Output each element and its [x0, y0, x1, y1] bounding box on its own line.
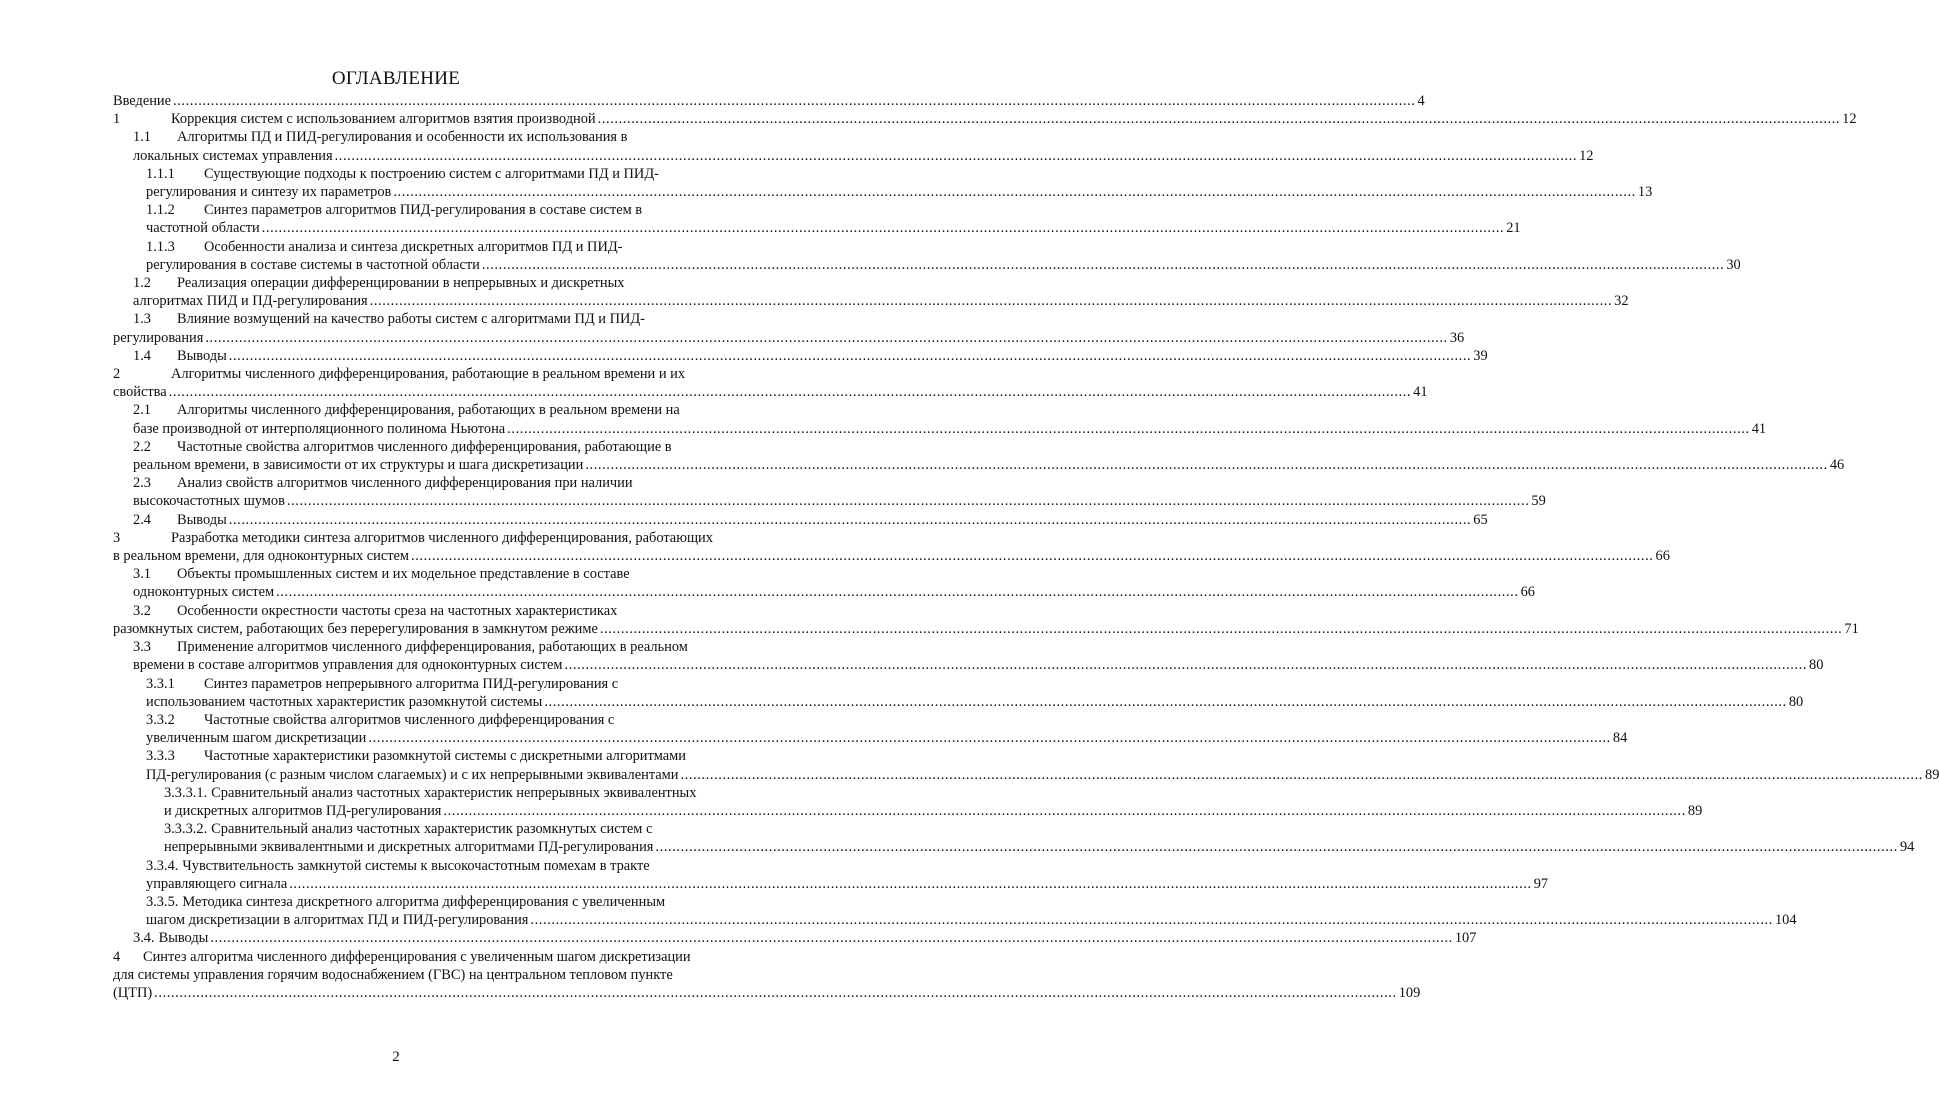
- toc-entry[interactable]: [113, 948, 1421, 1003]
- toc-page-number[interactable]: 59: [1531, 493, 1546, 510]
- toc-entry[interactable]: [113, 893, 1797, 929]
- toc-entry-title: разомкнутых систем, работающих без перерегулирования в замкнутом режиме: [113, 620, 598, 637]
- toc-entry-number: 3.3.5.: [146, 893, 179, 910]
- toc-entry-text: Методика синтеза дискретного алгоритма дифференцирования с увеличенным: [182, 893, 666, 910]
- toc-entry-title: в реальном времени, для одноконтурных систем: [113, 548, 409, 565]
- dot-leader: [370, 292, 1613, 310]
- toc-entry-title: шагом дискретизации в алгоритмах ПД и ПИД-регулирования: [146, 912, 529, 929]
- toc-entry-number: 3.3.3.1.: [164, 784, 208, 801]
- toc-entry-text: Сравнительный анализ частотных характеристик непрерывных эквивалентных: [211, 784, 697, 801]
- toc-page-number[interactable]: 66: [1520, 584, 1535, 601]
- dot-leader: [598, 110, 1841, 128]
- toc-entry-number: 3.1: [133, 566, 151, 583]
- toc-entry-text: Синтез параметров непрерывного алгоритма ПИД-регулирования с: [204, 675, 619, 692]
- toc-page-number[interactable]: 89: [1925, 766, 1939, 783]
- toc-entry-number: 1.2: [133, 275, 151, 292]
- toc-entry-number: 2.3: [133, 475, 151, 492]
- dot-leader: [368, 729, 1611, 747]
- toc-entry[interactable]: [113, 929, 1477, 947]
- dot-leader: [229, 347, 1472, 365]
- toc-entry-title: регулирования: [113, 329, 204, 346]
- toc-entry-text: Существующие подходы к построению систем с алгоритмами ПД и ПИД-: [204, 165, 659, 182]
- toc-entry-number: 2.1: [133, 402, 151, 419]
- toc-entry[interactable]: [113, 92, 1425, 110]
- dot-leader: [507, 420, 1750, 438]
- toc-page-number[interactable]: 107: [1454, 930, 1477, 947]
- toc-entry[interactable]: [113, 747, 1939, 783]
- toc-entry-text: Алгоритмы численного дифференцирования, работающих в реальном времени на: [177, 402, 680, 419]
- dot-leader: [600, 620, 1843, 638]
- toc-page-number[interactable]: 46: [1829, 457, 1845, 474]
- toc-entry[interactable]: [113, 784, 1703, 820]
- toc-page-number[interactable]: 94: [1899, 839, 1915, 856]
- toc-entry-number: 3.4.: [133, 930, 155, 947]
- toc-entry[interactable]: [113, 857, 1549, 893]
- toc-entry-title: Выводы: [177, 511, 227, 528]
- toc-entry[interactable]: [113, 820, 1915, 856]
- toc-entry-number: 1.1.1: [146, 165, 175, 182]
- toc-page-number[interactable]: 4: [1417, 93, 1425, 109]
- toc-page-number[interactable]: 65: [1473, 511, 1488, 528]
- toc-entry[interactable]: [113, 529, 1670, 565]
- dot-leader: [393, 183, 1636, 201]
- toc-entry-number: 4: [113, 948, 121, 965]
- toc-entry-title: частотной области: [146, 220, 260, 237]
- toc-page-number[interactable]: 66: [1655, 548, 1670, 565]
- toc-entry-text: Объекты промышленных систем и их модельное представление в составе: [177, 566, 630, 583]
- toc-entry-number: 2: [113, 366, 121, 383]
- toc-page-number[interactable]: 109: [1398, 984, 1421, 1001]
- toc-page-number[interactable]: 97: [1533, 875, 1549, 892]
- toc-entry-text: Частотные свойства алгоритмов численного дифференцирования, работающие в: [177, 438, 672, 455]
- toc-entry[interactable]: [113, 201, 1521, 237]
- toc-entry-title: и дискретных алгоритмов ПД-регулирования: [164, 802, 442, 819]
- toc-entry-title: времени в составе алгоритмов управления для одноконтурных систем: [133, 657, 563, 674]
- toc-entry-text: Влияние возмущений на качество работы систем с алгоритмами ПД и ПИД-: [177, 311, 645, 328]
- toc-entry-text: Частотные свойства алгоритмов численного дифференцирования с: [204, 711, 615, 728]
- page-title: ОГЛАВЛЕНИЕ: [331, 68, 461, 89]
- toc-entry-number: 3.3.4.: [146, 857, 179, 874]
- toc-entry-title: одноконтурных систем: [133, 584, 275, 601]
- toc-entry-number: 3.3.2: [146, 711, 175, 728]
- dot-leader: [544, 693, 1787, 711]
- toc-entry-number: 3.3.1: [146, 675, 175, 692]
- toc-entry-number: 1.1.3: [146, 238, 175, 255]
- toc-entry-title: управляющего сигнала: [146, 875, 288, 892]
- dot-leader: [287, 492, 1530, 510]
- dot-leader: [585, 456, 1828, 474]
- toc-entry-text: Сравнительный анализ частотных характеристик разомкнутых систем с: [211, 821, 653, 838]
- toc-entry[interactable]: [113, 274, 1629, 310]
- toc-page-number[interactable]: 41: [1413, 384, 1428, 401]
- toc-entry[interactable]: [113, 347, 1488, 365]
- toc-entry[interactable]: [113, 474, 1546, 510]
- toc-entry-number: 2.4: [133, 511, 151, 528]
- toc-entry[interactable]: [113, 602, 1859, 638]
- toc-entry[interactable]: [113, 511, 1488, 529]
- toc-entry-number: 3.3.3: [146, 748, 175, 765]
- toc-entry-number: 3.3: [133, 639, 151, 656]
- toc-entry[interactable]: [113, 365, 1428, 401]
- toc-entry[interactable]: [113, 438, 1845, 474]
- dot-leader: [565, 656, 1808, 674]
- toc-page-number[interactable]: 12: [1579, 147, 1594, 164]
- dot-leader: [262, 219, 1505, 237]
- toc-page-number[interactable]: 13: [1637, 184, 1653, 201]
- toc-entry[interactable]: [113, 711, 1628, 747]
- toc-page-number[interactable]: 21: [1506, 220, 1521, 237]
- toc-page-number[interactable]: 32: [1614, 293, 1629, 310]
- dot-leader: [210, 929, 1453, 947]
- toc-entry-number: 3: [113, 529, 121, 546]
- toc-entry-number: 1.3: [133, 311, 151, 328]
- toc-entry-title: непрерывными эквивалентными и дискретных алгоритмами ПД-регулирования: [164, 839, 654, 856]
- toc-entry-text: Алгоритмы ПД и ПИД-регулирования и особенности их использования в: [177, 129, 628, 146]
- toc-entry-title: ПД-регулирования (с разным числом слагаемых) и с их непрерывными эквивалентами: [146, 766, 679, 783]
- toc-entry-text: Синтез алгоритма численного дифференцирования с увеличенным шагом дискретизации: [143, 948, 691, 965]
- toc-entry[interactable]: [113, 165, 1653, 201]
- toc-entry-title: увеличенным шагом дискретизации: [146, 730, 367, 747]
- toc-entry[interactable]: [113, 310, 1465, 346]
- toc-entry-text: Разработка методики синтеза алгоритмов численного дифференцирования, работающих: [171, 529, 713, 546]
- toc-page-number[interactable]: 89: [1687, 802, 1703, 819]
- toc-page-number[interactable]: 84: [1612, 730, 1628, 747]
- dot-leader: [335, 147, 1578, 165]
- toc-entry-title: алгоритмах ПИД и ПД-регулирования: [133, 293, 368, 310]
- page-number: 2: [392, 1049, 400, 1065]
- toc-entry[interactable]: [113, 128, 1594, 164]
- toc-entry-title: регулирования и синтезу их параметров: [146, 184, 392, 201]
- dot-leader: [173, 92, 1416, 110]
- toc-entry-title: реальном времени, в зависимости от их структуры и шага дискретизации: [133, 457, 584, 474]
- toc-page-number[interactable]: 104: [1774, 912, 1797, 929]
- toc-page-number[interactable]: 30: [1726, 256, 1741, 273]
- toc-entry-title: использованием частотных характеристик разомкнутой системы: [146, 693, 543, 710]
- dot-leader: [205, 329, 1448, 347]
- dot-leader: [530, 911, 1773, 929]
- toc-entry[interactable]: [113, 110, 1857, 128]
- toc-page-number[interactable]: 39: [1473, 347, 1488, 364]
- toc-entry-title: Коррекция систем с использованием алгоритмов взятия производной: [171, 111, 596, 128]
- toc-entry-number: 1.1: [133, 129, 151, 146]
- dot-leader: [443, 802, 1686, 820]
- toc-entry-title: базе производной от интерполяционного полинома Ньютона: [133, 420, 506, 437]
- toc-entry-number: 1: [113, 111, 121, 128]
- dot-leader: [154, 984, 1397, 1002]
- toc-entry-text: Особенности окрестности частоты среза на частотных характеристиках: [177, 602, 618, 619]
- dot-leader: [276, 583, 1519, 601]
- toc-entry[interactable]: [113, 638, 1824, 674]
- toc-entry-title: регулирования в составе системы в частотной области: [146, 256, 480, 273]
- toc-entry-text: Реализация операции дифференцировании в непрерывных и дискретных: [177, 275, 625, 292]
- toc-entry-title: Выводы: [158, 930, 209, 947]
- toc-entry-number: 1.1.2: [146, 202, 175, 219]
- dot-leader: [169, 383, 1412, 401]
- toc-entry-text: Алгоритмы численного дифференцирования, работающие в реальном времени и их: [171, 366, 686, 383]
- toc-page-number[interactable]: 41: [1751, 420, 1767, 437]
- dot-leader: [482, 256, 1725, 274]
- toc-page-number[interactable]: 80: [1788, 693, 1804, 710]
- table-of-contents: [113, 92, 1939, 1002]
- toc-entry-title: (ЦТП): [113, 984, 153, 1001]
- toc-entry-number: 3.2: [133, 602, 151, 619]
- toc-entry[interactable]: [113, 675, 1804, 711]
- toc-entry-title: Введение: [113, 93, 172, 109]
- toc-page-number[interactable]: 71: [1844, 620, 1859, 637]
- toc-entry[interactable]: [113, 565, 1535, 601]
- toc-entry-number: 2.2: [133, 438, 151, 455]
- toc-entry-number: 3.3.3.2.: [164, 821, 208, 838]
- toc-entry-title: Выводы: [177, 347, 227, 364]
- toc-entry-number: 1.4: [133, 347, 151, 364]
- toc-entry-title: высокочастотных шумов: [133, 493, 285, 510]
- toc-page-number[interactable]: 36: [1449, 329, 1465, 346]
- dot-leader: [229, 511, 1472, 529]
- toc-entry-text: Синтез параметров алгоритмов ПИД-регулирования в составе систем в: [204, 202, 643, 219]
- toc-entry-title: свойства: [113, 384, 167, 401]
- dot-leader: [411, 547, 1654, 565]
- toc-entry-title: локальных системах управления: [133, 147, 333, 164]
- toc-entry-text: Чувствительность замкнутой системы к высокочастотным помехам в тракте: [182, 857, 650, 874]
- toc-page-number[interactable]: 12: [1842, 111, 1857, 128]
- toc-entry-text: Применение алгоритмов численного дифференцирования, работающих в реальном: [177, 639, 688, 656]
- toc-entry-text: Частотные характеристики разомкнутой системы с дискретными алгоритмами: [204, 748, 686, 765]
- toc-entry-text: для системы управления горячим водоснабжением (ГВС) на центральном тепловом пункте: [113, 966, 673, 983]
- dot-leader: [655, 838, 1898, 856]
- dot-leader: [680, 766, 1923, 784]
- toc-entry-text: Особенности анализа и синтеза дискретных алгоритмов ПД и ПИД-: [204, 238, 623, 255]
- toc-entry[interactable]: [113, 401, 1767, 437]
- toc-entry-text: Анализ свойств алгоритмов численного дифференцирования при наличии: [177, 475, 633, 492]
- toc-entry[interactable]: [113, 238, 1741, 274]
- dot-leader: [289, 875, 1532, 893]
- toc-page-number[interactable]: 80: [1809, 657, 1824, 674]
